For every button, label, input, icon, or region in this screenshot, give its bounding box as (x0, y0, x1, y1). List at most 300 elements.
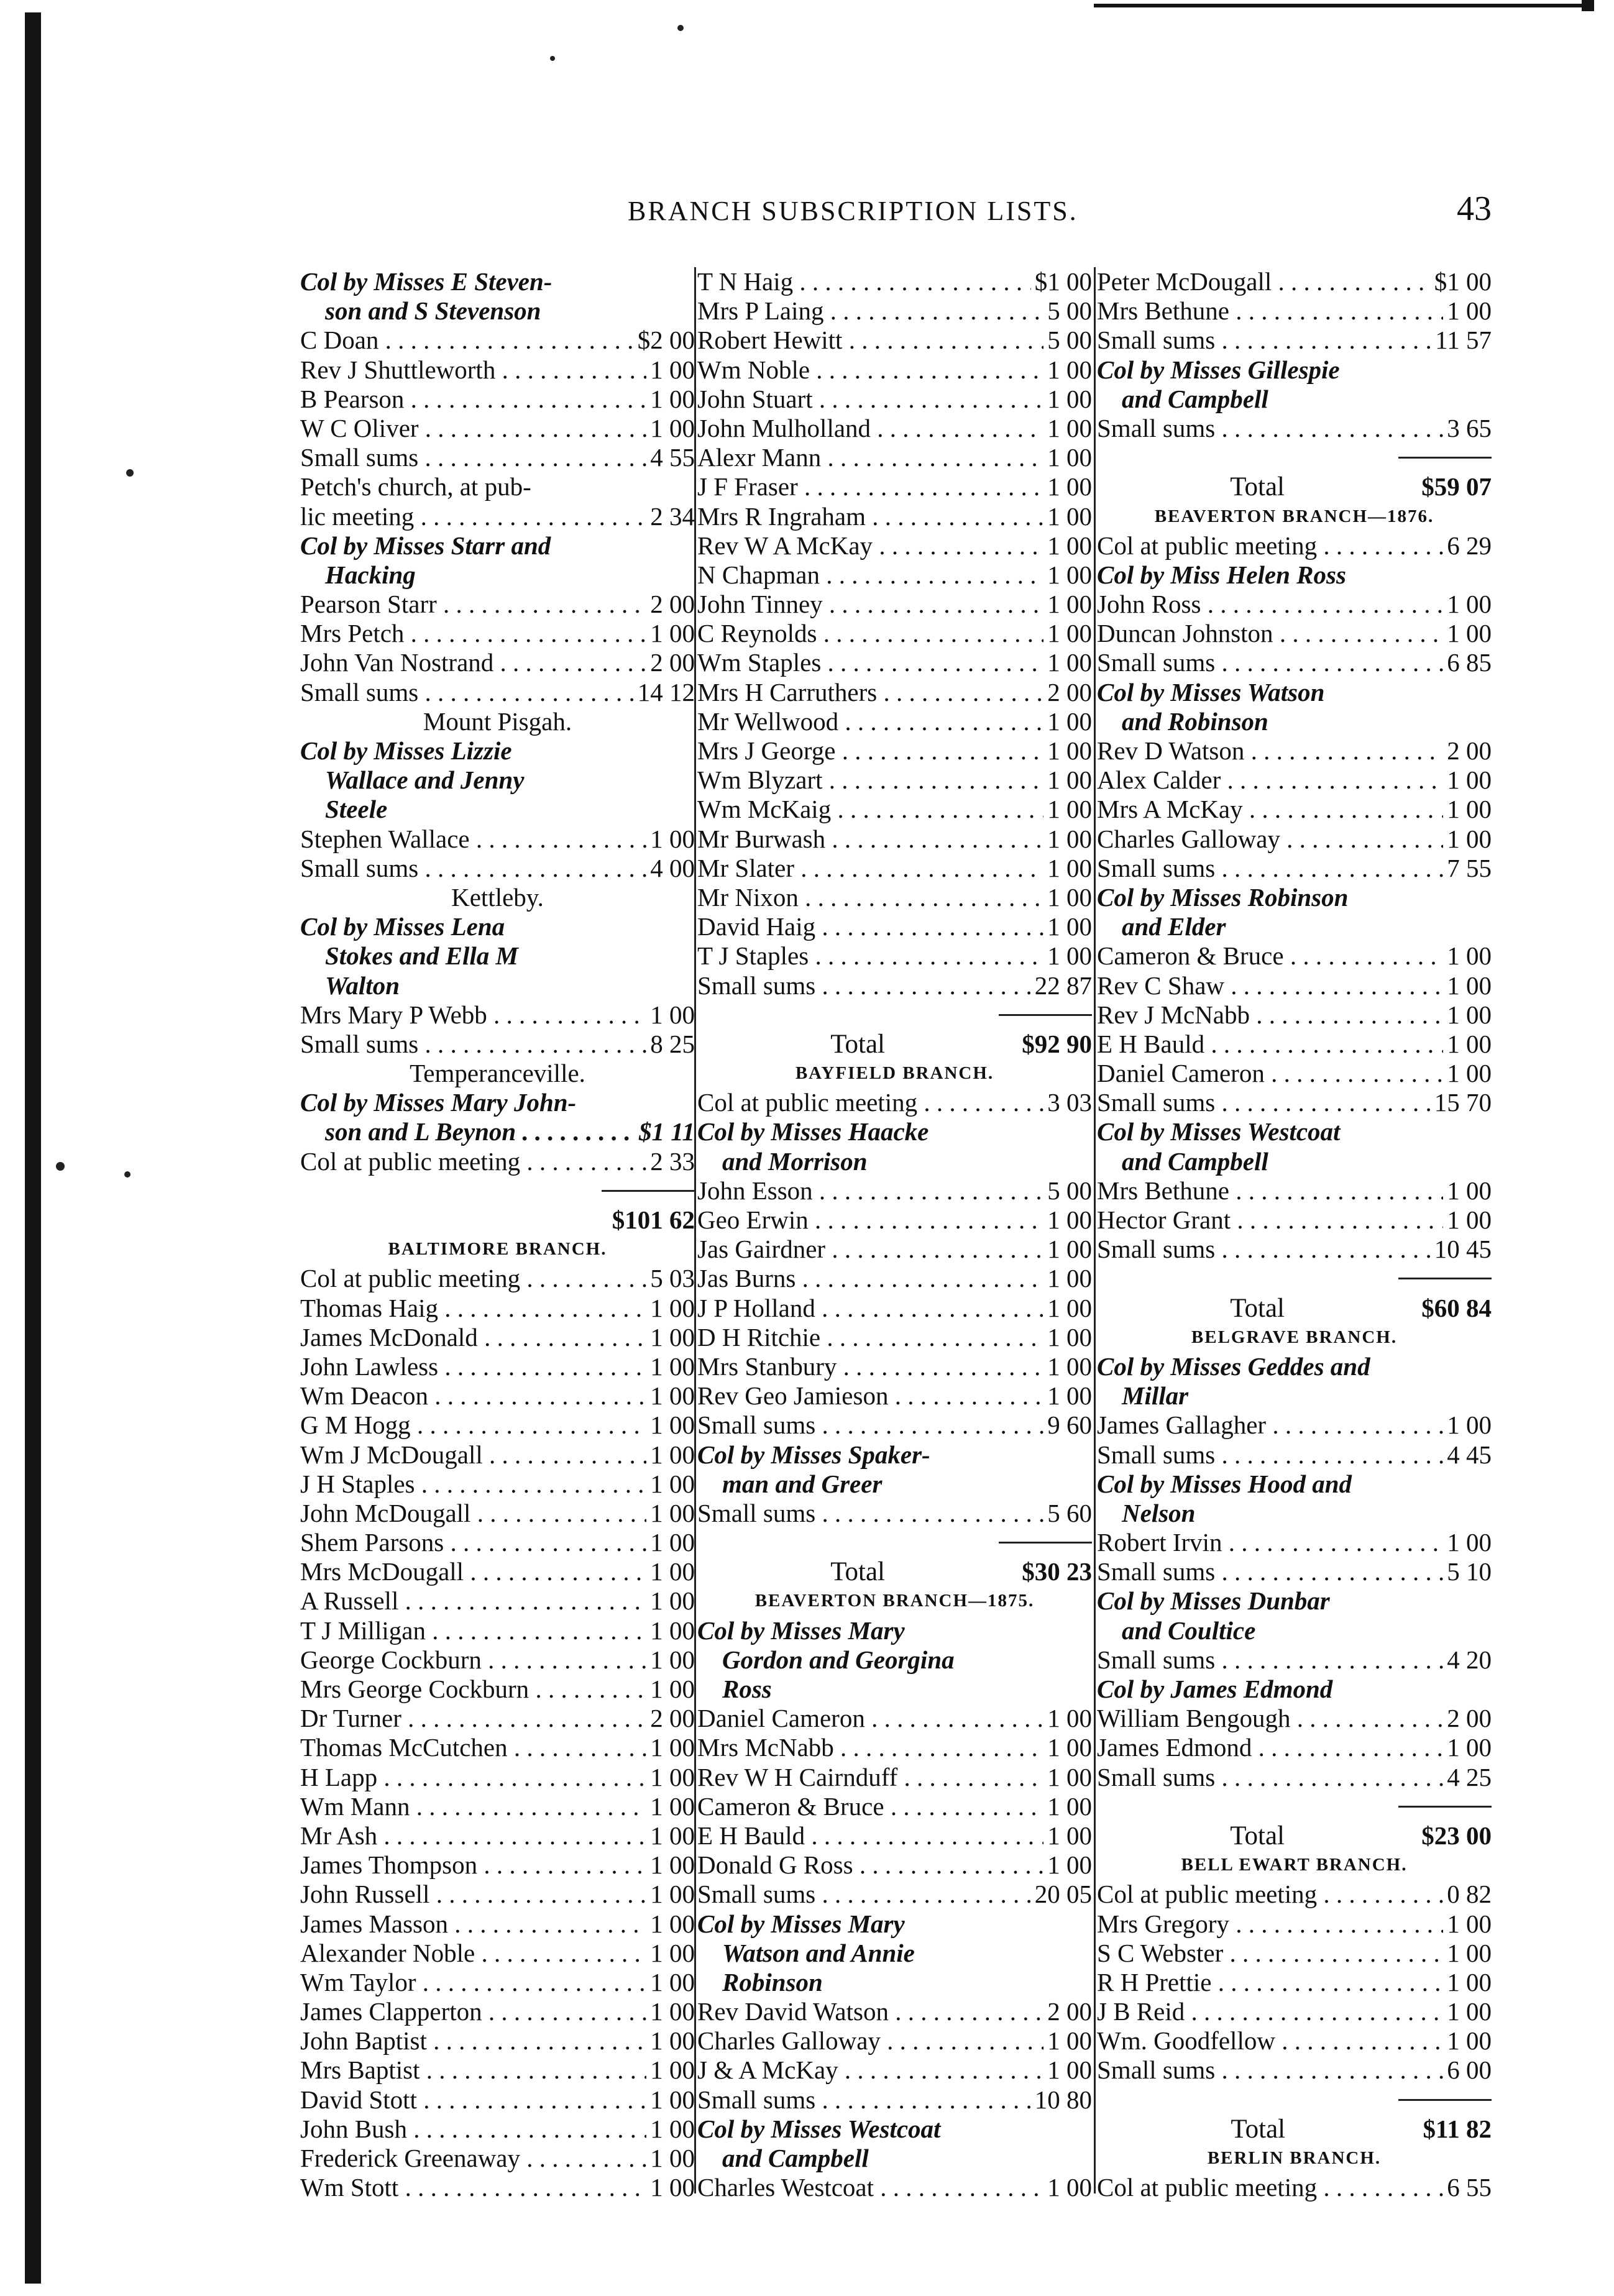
collector-line: Ross (722, 1675, 772, 1703)
subscription-entry (1097, 795, 1492, 824)
subscription-amount: 1 00 (650, 1675, 695, 1703)
subscription-entry (300, 1880, 695, 1909)
subscriber-name: Small sums . . . (300, 678, 634, 707)
subscription-entry (300, 1557, 695, 1586)
subscription-amount: 1 00 (1447, 1733, 1492, 1762)
subscriber-name: Pearson Starr . . . (300, 590, 646, 619)
subscription-entry (1097, 971, 1492, 1000)
subscriber-name: Small sums . . . (1097, 1235, 1431, 1264)
subscription-amount: 1 00 (650, 1733, 695, 1762)
subscriber-name: Wm Staples . . . (697, 648, 1043, 677)
total-label (300, 1205, 608, 1235)
subscriber-name: Small sums . . . (300, 1030, 646, 1059)
subscription-entry (1097, 1968, 1492, 1997)
subscriber-name: G M Hogg . . . (300, 1411, 646, 1440)
subscriber-name: Small sums . . . (697, 1411, 1043, 1440)
subscription-entry (1097, 766, 1492, 795)
subscriber-name: Wm Noble . . . (697, 355, 1043, 385)
subscription-amount: 4 00 (650, 853, 695, 882)
subscription-entry (300, 854, 695, 883)
subscription-amount: 1 00 (650, 384, 695, 413)
subscription-entry (697, 1821, 1092, 1850)
subscriber-name: Small sums . . . (300, 443, 646, 472)
subscription-entry (300, 1264, 695, 1293)
subscription-amount: 1 00 (1047, 1791, 1092, 1821)
subscription-amount: 1 00 (1047, 501, 1092, 531)
subscription-entry (1097, 854, 1492, 883)
subscription-amount: 1 00 (650, 1528, 695, 1557)
collector-line: Col by Misses Mary (697, 1909, 905, 1938)
subscription-entry (697, 2056, 1092, 2085)
subscription-amount: 1 00 (1047, 1322, 1092, 1352)
subscriber-name: David Stott . . . (300, 2085, 646, 2115)
subscriber-name: Wm Deacon . . . (300, 1381, 646, 1411)
collector-line: and Campbell (722, 2144, 869, 2172)
branch-heading: BEAVERTON BRANCH—1875. (754, 1591, 1035, 1611)
subscription-entry (697, 1792, 1092, 1821)
subscription-amount: 1 00 (1447, 590, 1492, 619)
subscription-amount: 1 00 (650, 1762, 695, 1791)
collector-line: Gordon and Georgina (722, 1645, 955, 1674)
subscription-entry (697, 267, 1092, 296)
subscription-amount: 6 00 (1447, 2056, 1492, 2085)
subscriber-name: Col at public meeting . . . (300, 1147, 646, 1176)
subscription-amount: 1 00 (1447, 971, 1492, 1000)
subscription-amount: $1 00 (1434, 267, 1492, 296)
subscription-entry (300, 385, 695, 414)
subscriber-name: H Lapp . . . (300, 1763, 646, 1792)
subscriber-name: John Stuart . . . (697, 385, 1043, 414)
collector-line: Col by Misses Westcoat (1097, 1117, 1341, 1146)
subscriber-name: Shem Parsons . . . (300, 1528, 646, 1557)
subscriber-name: Donald G Ross . . . (697, 1850, 1043, 1880)
subscription-amount: 2 00 (650, 590, 695, 619)
margin-mark (126, 469, 134, 477)
subscription-amount: 1 00 (650, 1411, 695, 1440)
subscription-amount: 10 80 (1034, 2085, 1092, 2114)
subscription-amount: 1 00 (1047, 941, 1092, 971)
subscriber-name: A Russell . . . (300, 1586, 646, 1616)
collector-line: Col by Misses Mary (697, 1616, 905, 1645)
collector-line: Steele (325, 795, 388, 824)
total-label: Total (1231, 2114, 1286, 2144)
subscription-entry (300, 619, 695, 648)
total-rule (697, 1528, 1092, 1557)
subscription-entry (697, 385, 1092, 414)
place-heading: Mount Pisgah. (423, 707, 572, 736)
subscriber-name: John Ross . . . (1097, 590, 1443, 619)
subscription-amount: 1 00 (1047, 1293, 1092, 1322)
subscription-entry (1097, 414, 1492, 443)
collector-line: Walton (325, 971, 400, 1000)
subscription-amount: 1 00 (1447, 296, 1492, 326)
subscription-amount: 1 00 (1447, 1059, 1492, 1088)
subscription-entry (697, 736, 1092, 766)
subscriber-name: Mrs Stanbury . . . (697, 1352, 1043, 1381)
subscription-amount: 1 00 (1047, 736, 1092, 765)
total-label: Total (1230, 1293, 1285, 1323)
subscription-entry (697, 941, 1092, 971)
subscriber-name: Charles Westcoat . . . (697, 2173, 1043, 2202)
subscriber-name: Small sums . . . (300, 854, 646, 883)
subscriber-name: Mr Slater . . . (697, 854, 1043, 883)
rule-bar (1398, 1278, 1492, 1279)
subscription-entry (300, 1117, 695, 1146)
column-rule-2 (1094, 267, 1096, 2193)
subscription-amount: 1 00 (650, 1821, 695, 1850)
subscription-entry (697, 1763, 1092, 1792)
subscription-amount: 10 45 (1434, 1235, 1492, 1264)
subscription-amount: 1 00 (1047, 1205, 1092, 1234)
subscriber-name: J P Holland . . . (697, 1294, 1043, 1323)
subscription-amount: 9 60 (1047, 1411, 1092, 1440)
collector-line: Hacking (325, 560, 416, 589)
collector-line: Col by Misses Mary John- (300, 1088, 577, 1117)
subscriber-name: James Edmond . . . (1097, 1733, 1443, 1762)
subscriber-name: Mrs J George . . . (697, 736, 1043, 766)
subscription-entry (1097, 267, 1492, 296)
subscriber-name: Stephen Wallace . . . (300, 825, 646, 854)
subscriber-name: William Bengough . . . (1097, 1704, 1443, 1733)
subscription-entry (1097, 941, 1492, 971)
total-amount: $11 82 (1423, 2114, 1492, 2143)
entry-text-line: Petch's church, at pub- (300, 472, 531, 501)
subscription-amount: 1 00 (650, 1352, 695, 1381)
subscription-amount: 1 00 (1447, 1000, 1492, 1029)
subscription-entry (300, 443, 695, 472)
subscription-entry (1097, 2056, 1492, 2085)
subscriber-name: Jas Burns . . . (697, 1264, 1043, 1293)
subscription-amount: 15 70 (1434, 1088, 1492, 1117)
print-speck (550, 56, 555, 61)
subscriber-name: T J Staples . . . (697, 941, 1043, 971)
branch-total (1097, 1821, 1492, 1850)
subscription-amount: 1 00 (1447, 795, 1492, 824)
subscription-amount: 1 00 (650, 2026, 695, 2056)
subscriber-name: Rev J Shuttleworth . . . (300, 355, 646, 385)
subscriber-name: C Doan . . . (300, 326, 634, 355)
subscription-amount: 1 00 (1447, 1205, 1492, 1234)
total-amount: $59 07 (1421, 472, 1492, 501)
subscription-amount: 1 00 (1047, 2056, 1092, 2085)
subscription-amount: 1 00 (650, 1997, 695, 2026)
subscription-amount: 1 00 (650, 2144, 695, 2172)
column-2 (697, 267, 1092, 2202)
subscription-entry (300, 1968, 695, 1997)
subscriber-name: C Reynolds . . . (697, 619, 1043, 648)
column-3 (1097, 267, 1492, 2202)
rule-bar (602, 1190, 695, 1192)
subscriber-name: Mrs Baptist . . . (300, 2056, 646, 2085)
subscription-entry (1097, 1411, 1492, 1440)
subscription-entry (697, 590, 1092, 619)
subscriber-name: Robert Irvin . . . (1097, 1528, 1443, 1557)
subscription-amount: 1 00 (1047, 531, 1092, 560)
subscriber-name: Mrs George Cockburn . . . (300, 1675, 646, 1704)
margin-mark (124, 1171, 131, 1178)
page-binding-edge (25, 12, 41, 2284)
subscriber-name: Robert Hewitt . . . (697, 326, 1043, 355)
subscription-entry (300, 1440, 695, 1470)
subscription-amount: 1 00 (1047, 384, 1092, 413)
subscriber-name: Small sums . . . (1097, 1088, 1431, 1117)
subscription-entry (1097, 648, 1492, 677)
subscription-entry (300, 1528, 695, 1557)
subscription-entry (697, 1499, 1092, 1528)
subscriber-name: Mrs P Laing . . . (697, 296, 1043, 326)
branch-heading: BELGRAVE BRANCH. (1191, 1327, 1398, 1347)
subscriber-name: Wm Stott . . . (300, 2173, 646, 2202)
collector-line: Nelson (1122, 1498, 1196, 1527)
subscriber-name: Thomas Haig . . . (300, 1294, 646, 1323)
subscriber-name: Mrs Bethune . . . (1097, 1176, 1443, 1205)
subscription-amount: 1 00 (1047, 560, 1092, 589)
subscription-amount: $1 00 (1034, 267, 1092, 296)
collector-line: Col by James Edmond (1097, 1675, 1333, 1703)
subscription-amount: 1 00 (650, 824, 695, 853)
subscriber-name: Small sums . . . (1097, 1645, 1443, 1675)
subscription-amount: 8 25 (650, 1029, 695, 1058)
subscription-entry (300, 648, 695, 677)
subscription-amount: 1 00 (1047, 795, 1092, 824)
subscription-entry (697, 1264, 1092, 1293)
branch-heading: BALTIMORE BRANCH. (388, 1239, 607, 1260)
subscriber-name: Cameron & Bruce . . . (1097, 941, 1443, 971)
subscription-entry (697, 2173, 1092, 2202)
subscriber-name: John Baptist . . . (300, 2026, 646, 2056)
subscriber-name: Small sums . . . (1097, 854, 1443, 883)
subscriber-name: son and L Beynon . . . (325, 1117, 635, 1146)
subscription-entry (1097, 1997, 1492, 2026)
collector-line: Millar (1122, 1381, 1189, 1411)
subscriber-name: Small sums . . . (1097, 648, 1443, 677)
subscription-entry (697, 1205, 1092, 1235)
collector-line: and Robinson (1122, 707, 1268, 736)
subscription-amount: 1 00 (650, 1000, 695, 1029)
total-label: Total (1230, 472, 1285, 502)
subscriber-name: Mr Wellwood . . . (697, 707, 1043, 736)
subscriber-name: James Clapperton . . . (300, 1997, 646, 2026)
subscription-entry (1097, 1528, 1492, 1557)
subscriber-name: T N Haig . . . (697, 267, 1031, 296)
subscription-entry (697, 912, 1092, 941)
total-label: Total (1230, 1821, 1285, 1850)
subscriber-name: J F Fraser . . . (697, 472, 1043, 501)
subscription-entry (697, 1880, 1092, 1909)
subscription-entry (697, 883, 1092, 912)
branch-heading: BAYFIELD BRANCH. (795, 1063, 994, 1084)
subscriber-name: Wm. Goodfellow . . . (1097, 2026, 1443, 2056)
subscription-amount: 6 85 (1447, 648, 1492, 677)
subscriber-name: R H Prettie . . . (1097, 1968, 1443, 1997)
total-amount: $30 23 (1022, 1557, 1092, 1586)
subscription-entry (1097, 296, 1492, 326)
total-rule (697, 1000, 1092, 1030)
subscription-entry (1097, 1030, 1492, 1059)
total-rule (300, 1176, 695, 1205)
subscriber-name: Geo Erwin . . . (697, 1205, 1043, 1235)
subscription-entry (300, 1381, 695, 1411)
subscription-amount: 1 00 (1047, 766, 1092, 795)
subscription-amount: 1 00 (1047, 1821, 1092, 1850)
subscription-amount: 1 00 (650, 1586, 695, 1616)
subscription-entry (300, 1616, 695, 1645)
subscription-entry (300, 1147, 695, 1176)
subscriber-name: John Russell . . . (300, 1880, 646, 1909)
collector-line: Col by Misses Spaker- (697, 1440, 930, 1469)
subscription-amount: 6 29 (1447, 531, 1492, 560)
subscription-amount: 1 00 (650, 1293, 695, 1322)
subscriber-name: Charles Galloway . . . (1097, 825, 1443, 854)
subscription-amount: 1 00 (1047, 1264, 1092, 1293)
subscriber-name: Small sums . . . (697, 971, 1031, 1000)
subscription-amount: 4 20 (1447, 1645, 1492, 1674)
collector-line: Col by Misses Lizzie (300, 736, 512, 765)
subscription-entry (697, 531, 1092, 560)
branch-heading: BEAVERTON BRANCH—1876. (1154, 506, 1434, 526)
subscription-amount: 20 05 (1034, 1880, 1092, 1909)
subscriber-name: Col at public meeting . . . (300, 1264, 646, 1293)
subscriber-name: Mr Burwash . . . (697, 825, 1043, 854)
subscriber-name: Mrs McDougall . . . (300, 1557, 646, 1586)
subscription-amount: 1 00 (650, 1557, 695, 1586)
subscription-amount: 1 00 (1447, 1176, 1492, 1205)
subscriber-name: Small sums . . . (1097, 326, 1431, 355)
rule-bar (1398, 2099, 1492, 2101)
subscriber-name: Mr Ash . . . (300, 1821, 646, 1850)
subscription-entry (300, 414, 695, 443)
subscription-amount: 1 00 (1447, 2026, 1492, 2056)
subscription-entry (1097, 1939, 1492, 1968)
subscription-entry (697, 619, 1092, 648)
subscription-entry (697, 971, 1092, 1000)
subscriber-name: Mrs Petch . . . (300, 619, 646, 648)
subscriber-name: Mrs Bethune . . . (1097, 296, 1443, 326)
subscription-entry (697, 648, 1092, 677)
subscriber-name: Small sums . . . (1097, 414, 1443, 443)
subscription-amount: 1 00 (1447, 1528, 1492, 1557)
subscription-entry (1097, 1645, 1492, 1675)
subscription-entry (300, 1411, 695, 1440)
subscriber-name: John Bush . . . (300, 2115, 646, 2144)
subscription-amount: 1 00 (1047, 1704, 1092, 1733)
total-amount: $23 00 (1421, 1821, 1492, 1850)
subscriber-name: Wm J McDougall . . . (300, 1440, 646, 1470)
branch-heading: BERLIN BRANCH. (1207, 2148, 1382, 2168)
subscriber-name: James Thompson . . . (300, 1850, 646, 1880)
subscription-amount: 3 03 (1047, 1088, 1092, 1117)
subscription-amount: 1 00 (650, 1791, 695, 1821)
subscription-entry (300, 1000, 695, 1030)
subscription-entry (1097, 1000, 1492, 1030)
subscription-amount: 4 25 (1447, 1762, 1492, 1791)
subscriber-name: Small sums . . . (697, 2085, 1031, 2115)
subscription-entry (300, 1910, 695, 1939)
page-header (298, 190, 1516, 230)
subscriber-name: Thomas McCutchen . . . (300, 1733, 646, 1762)
subscription-entry (300, 1323, 695, 1352)
total-label: Total (830, 1557, 885, 1587)
subscription-entry (697, 2085, 1092, 2115)
subscription-amount: 1 00 (1047, 443, 1092, 472)
subscription-entry (300, 2085, 695, 2115)
subscriber-name: Col at public meeting . . . (1097, 2173, 1443, 2202)
subscriber-name: J & A McKay . . . (697, 2056, 1043, 2085)
subscription-amount: 1 00 (1047, 824, 1092, 853)
subscriber-name: John McDougall . . . (300, 1499, 646, 1528)
subscriber-name: D H Ritchie . . . (697, 1323, 1043, 1352)
branch-total (300, 1205, 695, 1235)
total-amount: $60 84 (1421, 1293, 1492, 1322)
subscription-amount: 1 00 (1447, 1029, 1492, 1058)
top-corner-mark (1582, 0, 1594, 11)
subscriber-name: Jas Gairdner . . . (697, 1235, 1043, 1264)
subscriber-name: Rev W H Cairnduff . . . (697, 1763, 1043, 1792)
subscription-amount: 5 00 (1047, 326, 1092, 355)
total-rule (1097, 1792, 1492, 1821)
subscription-amount: 1 00 (650, 355, 695, 384)
subscription-entry (300, 1586, 695, 1616)
subscription-amount: 1 00 (1047, 2026, 1092, 2056)
subscription-entry (1097, 2026, 1492, 2056)
branch-total (1097, 1294, 1492, 1323)
subscriber-name: Alexander Noble . . . (300, 1939, 646, 1968)
collector-line: Col by Misses Robinson (1097, 882, 1349, 912)
subscriber-name: Daniel Cameron . . . (1097, 1059, 1443, 1088)
subscription-entry (697, 795, 1092, 824)
total-amount: $101 62 (612, 1205, 695, 1234)
collector-line: Stokes and Ella M (325, 941, 518, 971)
subscription-entry (1097, 1440, 1492, 1470)
subscription-entry (300, 355, 695, 385)
subscription-entry (300, 1997, 695, 2026)
subscription-entry (697, 1997, 1092, 2026)
subscription-amount: 14 12 (637, 677, 695, 707)
subscription-amount: 4 45 (1447, 1440, 1492, 1469)
subscription-entry (300, 1675, 695, 1704)
total-rule (1097, 2085, 1492, 2115)
subscription-amount: 1 00 (650, 413, 695, 442)
subscription-entry (697, 443, 1092, 472)
subscription-entry (697, 825, 1092, 854)
subscription-amount: 1 00 (650, 1967, 695, 1996)
subscription-entry (697, 1088, 1092, 1117)
collector-line: Col by Misses Dunbar (1097, 1586, 1330, 1616)
subscription-amount: 5 60 (1047, 1498, 1092, 1527)
subscriber-name: Mrs McNabb . . . (697, 1733, 1043, 1762)
subscription-amount: 2 00 (1447, 736, 1492, 765)
branch-total (697, 1030, 1092, 1059)
subscription-amount: 1 00 (650, 1850, 695, 1880)
subscription-amount: 1 00 (1047, 1762, 1092, 1791)
place-heading: Kettleby. (451, 882, 544, 912)
subscription-entry (1097, 1704, 1492, 1733)
subscriber-name: Rev David Watson . . . (697, 1997, 1043, 2026)
total-rule (1097, 1264, 1492, 1293)
subscription-entry (300, 1733, 695, 1762)
subscriber-name: Charles Galloway . . . (697, 2026, 1043, 2056)
subscription-entry (1097, 1733, 1492, 1762)
subscription-entry (697, 2026, 1092, 2056)
collector-line: Watson and Annie (722, 1938, 915, 1967)
subscription-entry (697, 707, 1092, 736)
subscriber-name: Mrs R Ingraham . . . (697, 502, 1043, 531)
branch-total (1097, 2115, 1492, 2144)
subscription-amount: 7 55 (1447, 853, 1492, 882)
subscription-amount: 2 00 (650, 648, 695, 677)
subscriber-name: Daniel Cameron . . . (697, 1704, 1043, 1733)
subscription-amount: 1 00 (1447, 1967, 1492, 1996)
